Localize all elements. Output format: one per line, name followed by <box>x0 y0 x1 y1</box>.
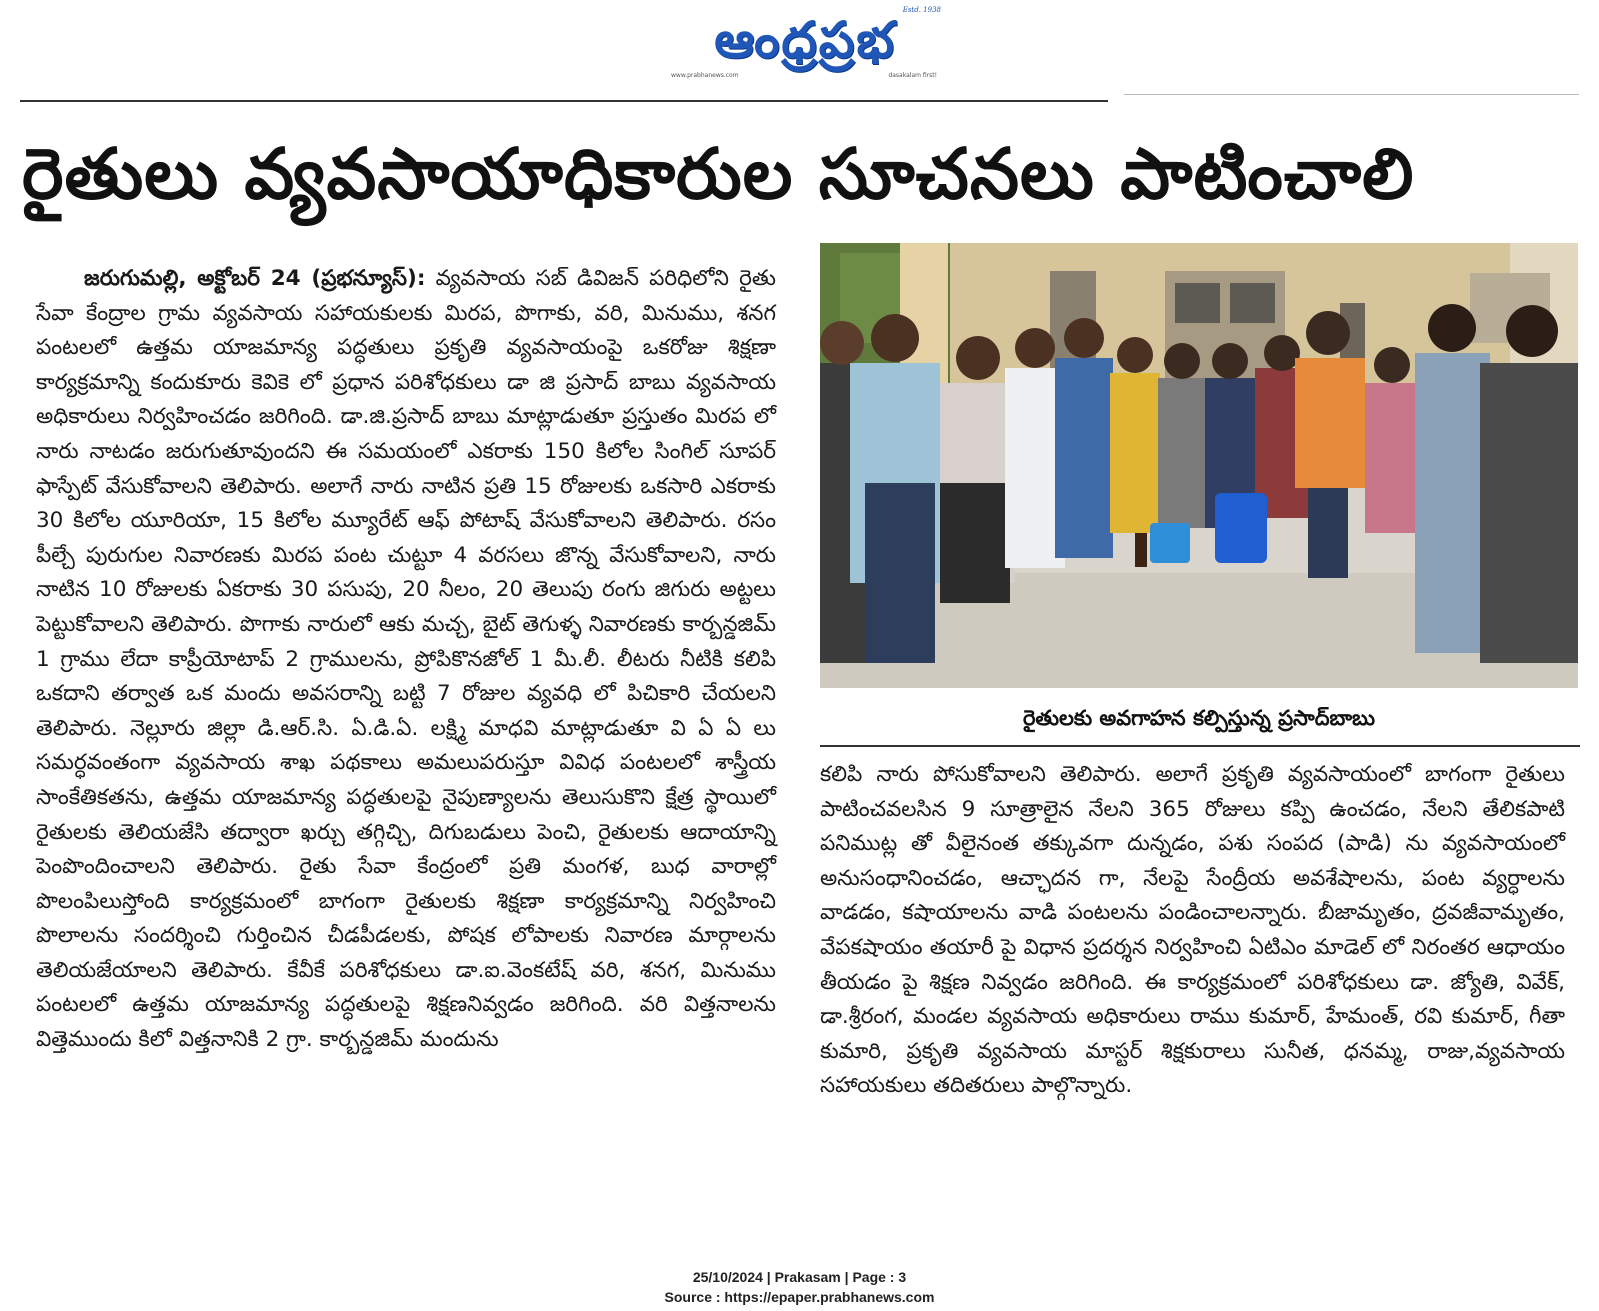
tagline-label: dasakalam first! <box>888 72 937 79</box>
page-footer <box>0 1267 1599 1307</box>
article-body-left: వ్యవసాయ సబ్ డివిజన్ పరిధిలోని రైతు సేవా కేంద్రాల గ్రామ వ్యవసాయ సహాయకులకు మిరప, పొగాకు, వరి, మినుము, శనగ పంటలలో ఉత్తమ యాజమాన్య పద్ధతులు ప్రకృతి వ్యవసాయంపై ఒకరోజు శిక్షణా కార్యక్రమాన్ని కందుకూరు కెవికె లో ప్రధాన పరిశోధకులు డా జి ప్రసాద్ బాబు వ్యవసాయ అధికారులు నిర్వహించడం జరిగింది. డా.జి.ప్రసాద్ బాబు మాట్లాడుతూ ప్రస్తుతం మిరప లో నారు నాటడం జరుగుతూవుందని ఈ సమయంలో ఎకరాకు 150 కిలోల సింగిల్ సూపర్ ఫాస్పేట్ వేసుకోవాలని తెలిపారు. అలాగే నారు నాటిన ప్రతి 15 రోజులకు ఒకసారి ఎకరాకు 30 కిలోల యూరియా, 15 కిలోల మ్యూరేట్ ఆఫ్ పోటాష్ వేసుకోవాలని తెలిపారు. రసం పీల్చే పురుగుల నివారణకు మిరప పంట చుట్టూ 4 వరసలు జొన్న వేసుకోవాలని, నారు నాటిన 10 రోజులకు ఏకరాకు 30 పసుపు, 20 నీలం, 20 తెలుపు రంగు జిగురు అట్టలు పెట్టుకోవాలని తెలిపారు. పొగాకు నారులో ఆకు మచ్చ, బైట్ తెగుళ్ళ నివారణకు కార్బన్డజిమ్ 1 గ్రాము లేదా కాప్రీయోటాప్ 2 గ్రాములను, ప్రోపికొనజోల్ 1 మీ.లీ. లీటరు నీటికి కలిపి ఒకదాని తర్వాత ఒక మందు అవసరాన్ని బట్టి 7 రోజుల వ్యవధి లో పిచికారి చేయలని తెలిపారు. నెల్లూరు జిల్లా డి.ఆర్.సి. ఏ.డి.ఏ. లక్ష్మి మాధవి మాట్లాడుతూ వి ఏ ఏ లు సమర్ధవంతంగా వ్యవసాయ శాఖ పథకాలు అమలుపరుస్తూ వివిధ పంటలలో శాస్త్రీయ సాంకేతికతను, ఉత్తమ యాజమాన్య పద్ధతులపై నైపుణ్యాలను తెలుసుకొని క్షేత్ర స్థాయిలో రైతులకు తెలియజేసి తద్వారా ఖర్చు తగ్గిచ్చి, దిగుబడులు పెంచి, రైతులకు ఆదాయాన్ని పెంపొందించాలని తెలిపారు. రైతు సేవా కేంద్రంలో ప్రతి మంగళ, బుధ వారాల్లో పొలంపిలుస్తోంది కార్యక్రమంలో బాగంగా రైతులకు శిక్షణా కార్యక్రమాన్ని నిర్వహించి పొలాలను సందర్శించి గుర్తించిన చీడపీడలకు, పోషక లోపాలకు నివారణ మార్గాలను తెలియజేయాలని తెలిపారు. కేవీకే పరిశోధకులు డా.ఐ.వెంకటేష్ వరి, శనగ, మినుము పంటలలో ఉత్తమ యాజమాన్య పద్ధతులపై శిక్షణనివ్వడం జరిగింది. వరి విత్తనాలను విత్తెముందు కిలో విత్తనానికి 2 గ్రా. కార్బన్డజిమ్ మందును <box>36 266 776 1053</box>
article-body-right: కలిపి నారు పోసుకోవాలని తెలిపారు. అలాగే ప్రకృతి వ్యవసాయంలో బాగంగా రైతులు పాటించవలసిన 9 సూత్రాలైన నేలని 365 రోజులు కప్పి ఉంచడం, నేలని తేలికపాటి పనిముట్ల తో వీలైనంత తక్కువగా దున్నడం, పశు సంపద (పాడి) ను వ్యవసాయంలో అనుసంధానించడం, ఆచ్ఛాదన గా, నేలపై సేంద్రీయ అవశేషాలను, పంట వ్యర్ధాలను వాడడం, కషాయాలను వాడి పంటలను పండించాలన్నారు. బీజామృతం, ద్రవజీవామృతం, వేపకషాయం తయారీ పై విధాన ప్రదర్శన నిర్వహించి ఏటిఎం మాడెల్ లో నిరంతర ఆధాయం తీయడం పై శిక్షణ నివ్వడం జరిగింది. ఈ కార్యక్రమంలో పరిశోధకులు డా. జ్యోతి, వివేక్, డా.శ్రీరంగ, మండల వ్యవసాయ అధికారులు రాము కుమార్, హేమంత్, రవి కుమార్, గీతా కుమారి, ప్రకృతి వ్యవసాయ మాస్టర్ శిక్షకురాలు సునీత, ధనమ్మ, రాజు,వ్యవసాయ సహాయకులు తదితరులు పాల్గొన్నారు. <box>820 762 1565 1099</box>
site-label: www.prabhanews.com <box>671 72 739 79</box>
masthead-logo <box>665 8 945 80</box>
caption-divider <box>820 745 1580 747</box>
article-left-column <box>36 262 776 1058</box>
article-right-column <box>820 758 1565 1104</box>
photo-caption: రైతులకు అవగాహన కల్పిస్తున్న ప్రసాద్‌బాబు <box>1022 706 1376 730</box>
footer-source: Source : https://epaper.prabhanews.com <box>664 1289 935 1305</box>
farmers-training-photo <box>820 243 1578 688</box>
estd-label: Estd. 1938 <box>902 6 941 14</box>
dateline: జరుగుమల్లి, అక్టోబర్ 24 (ప్రభన్యూస్): <box>84 266 426 291</box>
masthead-divider-thin <box>1124 94 1579 95</box>
article-photo <box>820 243 1578 688</box>
newspaper-logo: ఆంధ్రప్రభ <box>714 10 896 69</box>
footer-edition-info: 25/10/2024 | Prakasam | Page : 3 <box>692 1269 907 1285</box>
masthead-divider <box>20 100 1108 102</box>
article-headline: రైతులు వ్యవసాయాధికారుల సూచనలు పాటించాలి <box>22 133 1415 215</box>
